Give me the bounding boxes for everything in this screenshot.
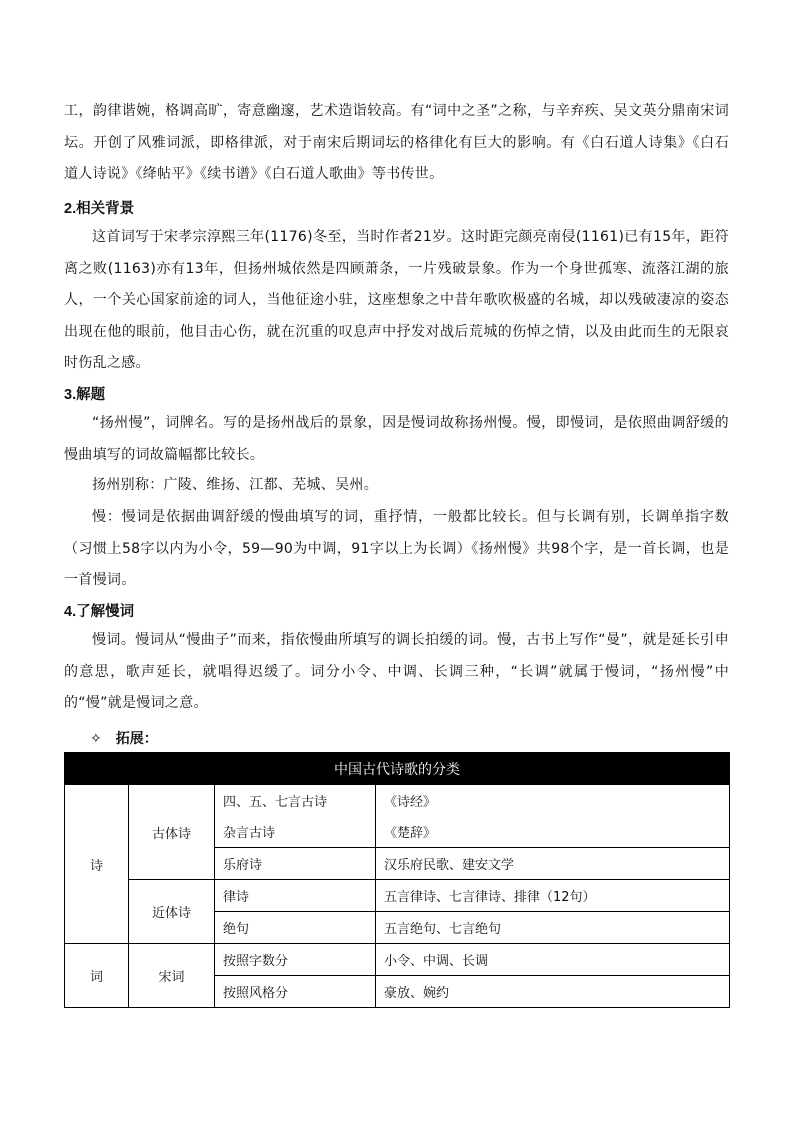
table-cell: 五言绝句、七言绝句 [376, 912, 730, 944]
section-heading-title-explanation: 3.解题 [64, 387, 106, 403]
table-cell: 绝句 [215, 912, 376, 944]
table-title-row [65, 753, 730, 785]
category-songci: 宋词 [129, 944, 215, 1008]
table-cell: 五言律诗、七言律诗、排律（12句） [376, 880, 730, 912]
table-cell: 律诗 [215, 880, 376, 912]
diamond-icon: ✧ [90, 731, 102, 747]
intro-paragraph: 工，韵律谐婉，格调高旷，寄意幽邃，艺术造诣较高。有“词中之圣”之称，与辛弃疾、吴文英分鼎南宋词坛。开创了风雅词派，即格律派，对于南宋后期词坛的格律化有巨大的影响。有《白石道人诗集》《白石道人诗说》《绛帖平》《续书谱》《白石道人歌曲》等书传世。 [64, 103, 729, 182]
table-cell: 按照字数分 [215, 944, 376, 976]
background-paragraph: 这首词写于宋孝宗淳熙三年(1176)冬至，当时作者21岁。这时距完颜亮南侵(1161)已有15年，距符离之败(1163)亦有13年，但扬州城依然是四顾萧条，一片残破景象。作为一个身世孤寒、流落江湖的旅人，一个关心国家前途的词人，当他征途小驻，这座想象之中昔年歌吹极盛的名城，却以残破凄凉的姿态出现在他的眼前，他目击心伤，就在沉重的叹息声中抒发对战后荒城的伤悼之情，以及由此而生的无限哀时伤乱之感。 [64, 229, 729, 371]
table-cell: 乐府诗 [215, 848, 376, 880]
table-row [65, 944, 730, 976]
table-cell: 豪放、婉约 [376, 976, 730, 1008]
extension-label [90, 728, 158, 748]
section-heading-background: 2.相关背景 [64, 201, 135, 217]
category-ci: 词 [65, 944, 129, 1008]
poetry-classification-table [64, 752, 730, 1008]
table-cell: 杂言古诗 [215, 816, 376, 848]
table-cell: 小令、中调、长调 [376, 944, 730, 976]
table-row [65, 880, 730, 912]
category-gutishi: 古体诗 [129, 785, 215, 880]
table-cell: 汉乐府民歌、建安文学 [376, 848, 730, 880]
table-cell: 《诗经》 [376, 785, 730, 817]
table-cell: 按照风格分 [215, 976, 376, 1008]
table-cell: 四、五、七言古诗 [215, 785, 376, 817]
slow-ci-paragraph: 慢词。慢词从“慢曲子”而来，指依慢曲所填写的调长拍缓的词。慢，古书上写作“曼”，就是延长引申的意思，歌声延长，就唱得迟缓了。词分小令、中调、长调三种，“长调”就属于慢词，“扬州慢”中的“慢”就是慢词之意。 [64, 632, 729, 711]
extension-text: 拓展： [115, 731, 158, 747]
slow-ci-definition-paragraph: 慢：慢词是依据曲调舒缓的慢曲填写的词，重抒情，一般都比较长。但与长调有别，长调单指字数（习惯上58字以内为小令，59—90为中调，91字以上为长调）《扬州慢》共98个字，是一首长调，也是一首慢词。 [64, 509, 729, 588]
section-heading-slow-ci: 4.了解慢词 [64, 604, 135, 620]
table-cell: 《楚辞》 [376, 816, 730, 848]
yangzhou-aliases-paragraph: 扬州别称：广陵、维扬、江都、芜城、吴州。 [92, 477, 378, 493]
table-title: 中国古代诗歌的分类 [65, 753, 730, 785]
category-shi: 诗 [65, 785, 129, 944]
category-jintishi: 近体诗 [129, 880, 215, 944]
title-explanation-paragraph: “扬州慢”，词牌名。写的是扬州战后的景象，因是慢词故称扬州慢。慢，即慢词，是依照曲调舒缓的慢曲填写的词故篇幅都比较长。 [64, 415, 729, 463]
table-row [65, 785, 730, 817]
